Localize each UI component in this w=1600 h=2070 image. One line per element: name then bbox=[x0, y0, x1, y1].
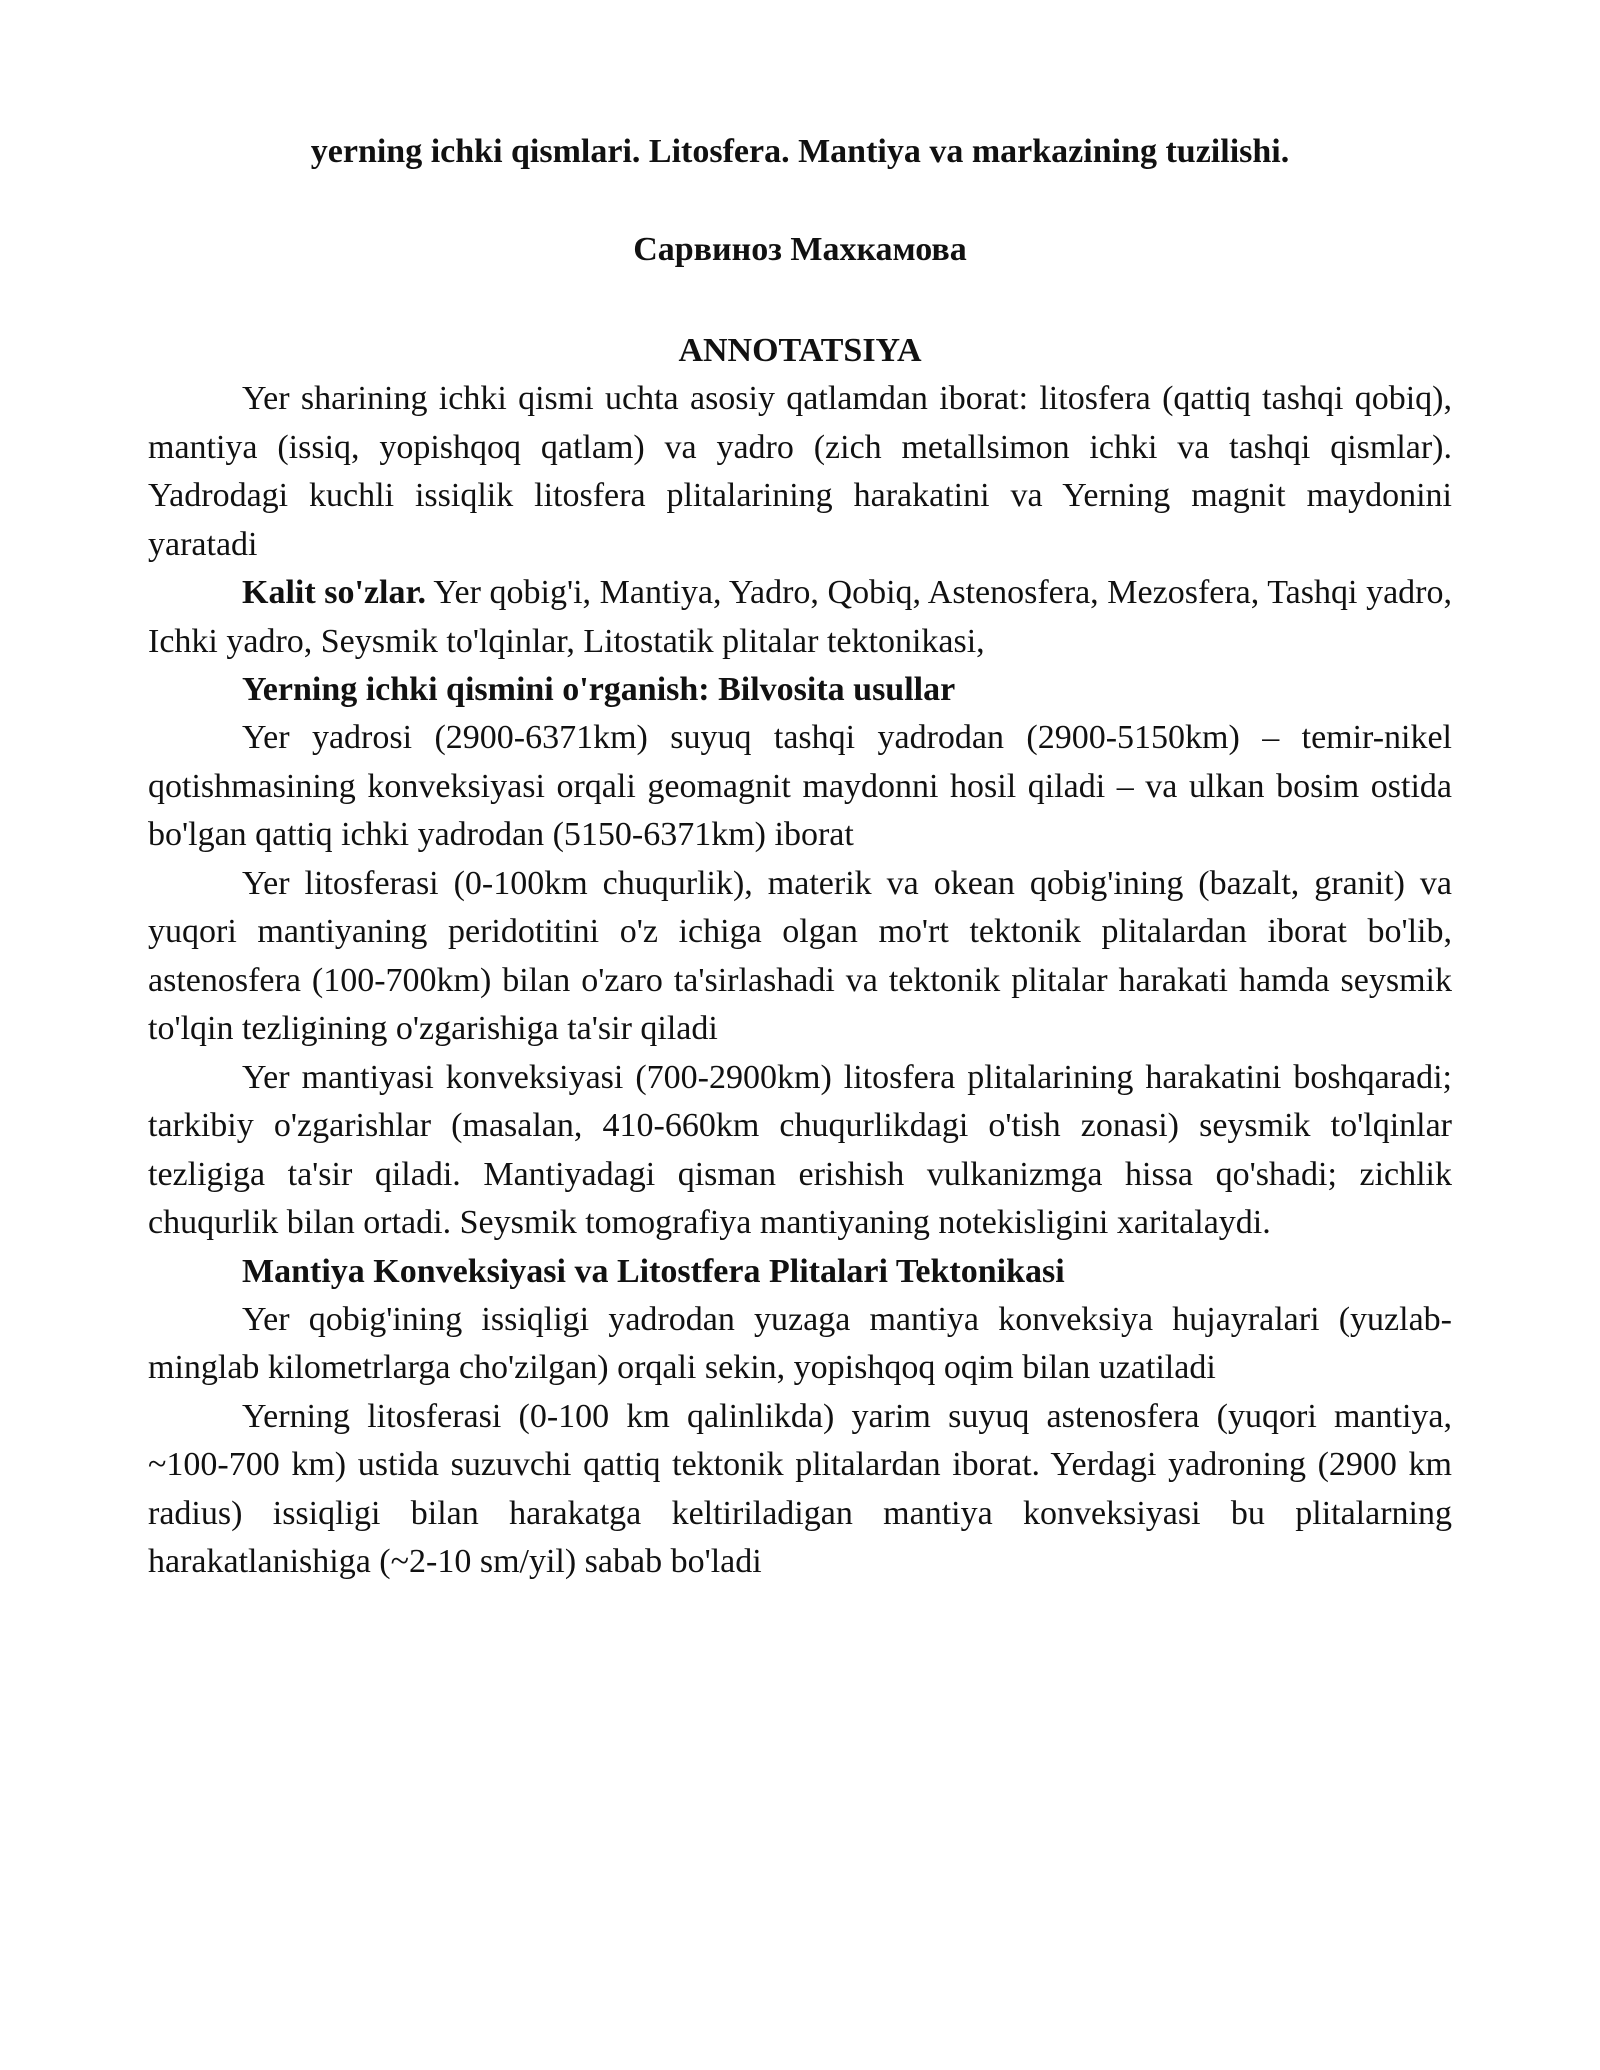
keywords-label: Kalit so'zlar. bbox=[242, 574, 426, 611]
section-heading-mantle-convection: Mantiya Konveksiyasi va Litostfera Plitalari Tektonikasi bbox=[242, 1252, 1065, 1290]
annotation-paragraph: Yer sharining ichki qismi uchta asosiy qatlamdan iborat: litosfera (qattiq tashqi qobiq), mantiya (issiq, yopishqoq qatlam) va yadro (zich metallsimon ichki va tashqi qismlar). Yadrodagi kuchli issiqlik litosfera plitalarining harakatini va Yerning magnit maydonini yaratadi bbox=[148, 380, 1452, 563]
paragraph-core: Yer yadrosi (2900-6371km) suyuq tashqi yadrodan (2900-5150km) – temir-nikel qotishmasining konveksiyasi orqali geomagnit maydonni hosil qiladi – va ulkan bosim ostida bo'lgan qattiq ichki yadrodan (5150-6371km) iborat bbox=[148, 719, 1452, 853]
keywords-list: Yer qobig'i, Mantiya, Yadro, Qobiq, Astenosfera, Mezosfera, Tashqi yadro, Ichki yadro, Seysmik to'lqinlar, Litostatik plitalar tektonikasi, bbox=[148, 574, 1452, 660]
paragraph-lithosphere: Yer litosferasi (0-100km chuqurlik), materik va okean qobig'ining (bazalt, granit) va yuqori mantiyaning peridotitini o'z ichiga olgan mo'rt tektonik plitalardan iborat bo'lib, astenosfera (100-700km) bilan o'zaro ta'sirlashadi va tektonik plitalar harakati hamda seysmik to'lqin tezligining o'zgarishiga ta'sir qiladi bbox=[148, 864, 1452, 1047]
annotation-heading: ANNOTATSIYA bbox=[678, 332, 922, 369]
author-name: Сарвиноз Махкамова bbox=[633, 231, 967, 268]
keywords-paragraph bbox=[148, 569, 1452, 666]
paragraph-heat-transfer: Yer qobig'ining issiqligi yadrodan yuzaga mantiya konveksiya hujayralari (yuzlab-minglab kilometrlarga cho'zilgan) orqali sekin, yopishqoq oqim bilan uzatiladi bbox=[148, 1300, 1452, 1386]
paragraph-mantle: Yer mantiyasi konveksiyasi (700-2900km) litosfera plitalarining harakatini boshqaradi; tarkibiy o'zgarishlar (masalan, 410-660km chuqurlikdagi o'tish zonasi) seysmik to'lqinlar tezligiga ta'sir qiladi. Mantiyadagi qisman erishish vulkanizmga hissa qo'shadi; zichlik chuqurlik bilan ortadi. Seysmik tomografiya mantiyaning notekisligini xaritalaydi. bbox=[148, 1058, 1452, 1241]
document-title: yerning ichki qismlari. Litosfera. Mantiya va markazining tuzilishi. bbox=[310, 133, 1290, 170]
paragraph-plates: Yerning litosferasi (0-100 km qalinlikda) yarim suyuq astenosfera (yuqori mantiya, ~100-700 km) ustida suzuvchi qattiq tektonik plitalardan iborat. Yerdagi yadroning (2900 km radius) issiqligi bilan harakatga keltiriladigan mantiya konveksiyasi bu plitalarning harakatlanishiga (~2-10 sm/yil) sabab bo'ladi bbox=[148, 1397, 1452, 1580]
document-page bbox=[148, 120, 1452, 1587]
section-heading-indirect-methods: Yerning ichki qismini o'rganish: Bilvosita usullar bbox=[242, 671, 956, 708]
